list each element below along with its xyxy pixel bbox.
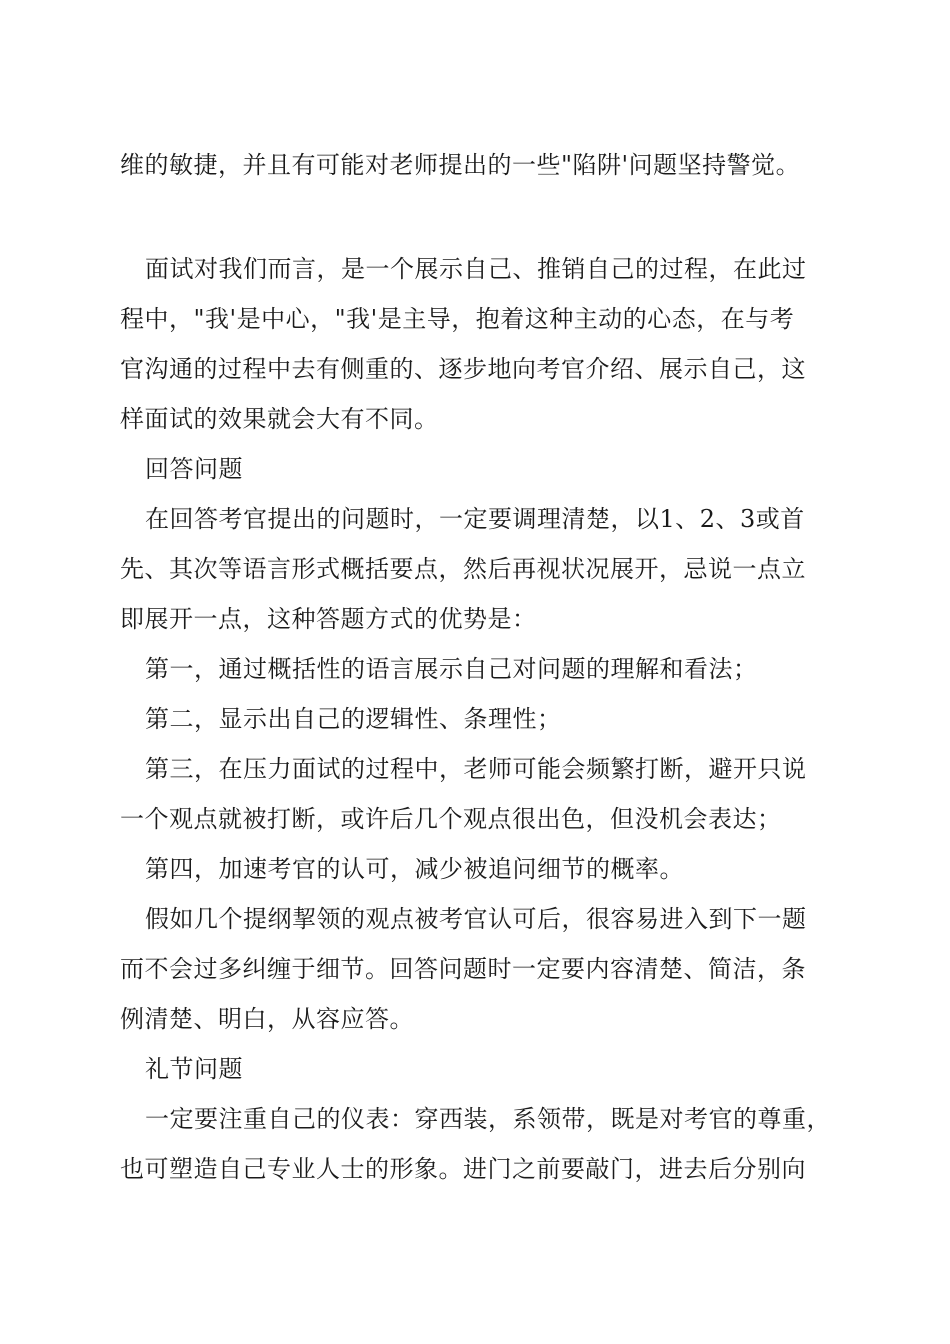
paragraph-interview-self-presentation: 面试对我们而言，是一个展示自己、推销自己的过程，在此过 [145,255,807,283]
text-line: 样面试的效果就会大有不同。 [120,405,439,433]
text-line: 程中，"我'是中心，"我'是主导，抱着这种主动的心态，在与考 [120,305,795,333]
text-line: 一个观点就被打断，或许后几个观点很出色，但没机会表达； [120,805,782,833]
list-item-fourth: 第四，加速考官的认可，减少被追问细节的概率。 [145,855,684,883]
section-heading-etiquette: 礼节问题 [145,1055,243,1083]
paragraph-answering: 在回答考官提出的问题时，一定要调理清楚，以1、2、3或首 [145,505,805,533]
list-item-third: 第三，在压力面试的过程中，老师可能会频繁打断，避开只说 [145,755,807,783]
section-heading-answering: 回答问题 [145,455,243,483]
text-line: 而不会过多纠缠于细节。回答问题时一定要内容清楚、简洁，条 [120,955,806,983]
text-line: 也可塑造自己专业人士的形象。进门之前要敲门，进去后分别向 [120,1155,806,1183]
text-line: 维的敏捷，并且有可能对老师提出的一些"陷阱'问题坚持警觉。 [120,151,801,179]
list-item-second: 第二，显示出自己的逻辑性、条理性； [145,705,562,733]
text-line: 官沟通的过程中去有侧重的、逐步地向考官介绍、展示自己，这 [120,355,806,383]
paragraph-summary: 假如几个提纲挈领的观点被考官认可后，很容易进入到下一题 [145,905,807,933]
list-item-first: 第一，通过概括性的语言展示自己对问题的理解和看法； [145,655,758,683]
text-line: 先、其次等语言形式概括要点，然后再视状况展开，忌说一点立 [120,555,806,583]
text-line: 即展开一点，这种答题方式的优势是： [120,605,537,633]
paragraph-etiquette: 一定要注重自己的仪表：穿西装，系领带，既是对考官的尊重， [145,1105,831,1133]
text-line: 例清楚、明白，从容应答。 [120,1005,414,1033]
